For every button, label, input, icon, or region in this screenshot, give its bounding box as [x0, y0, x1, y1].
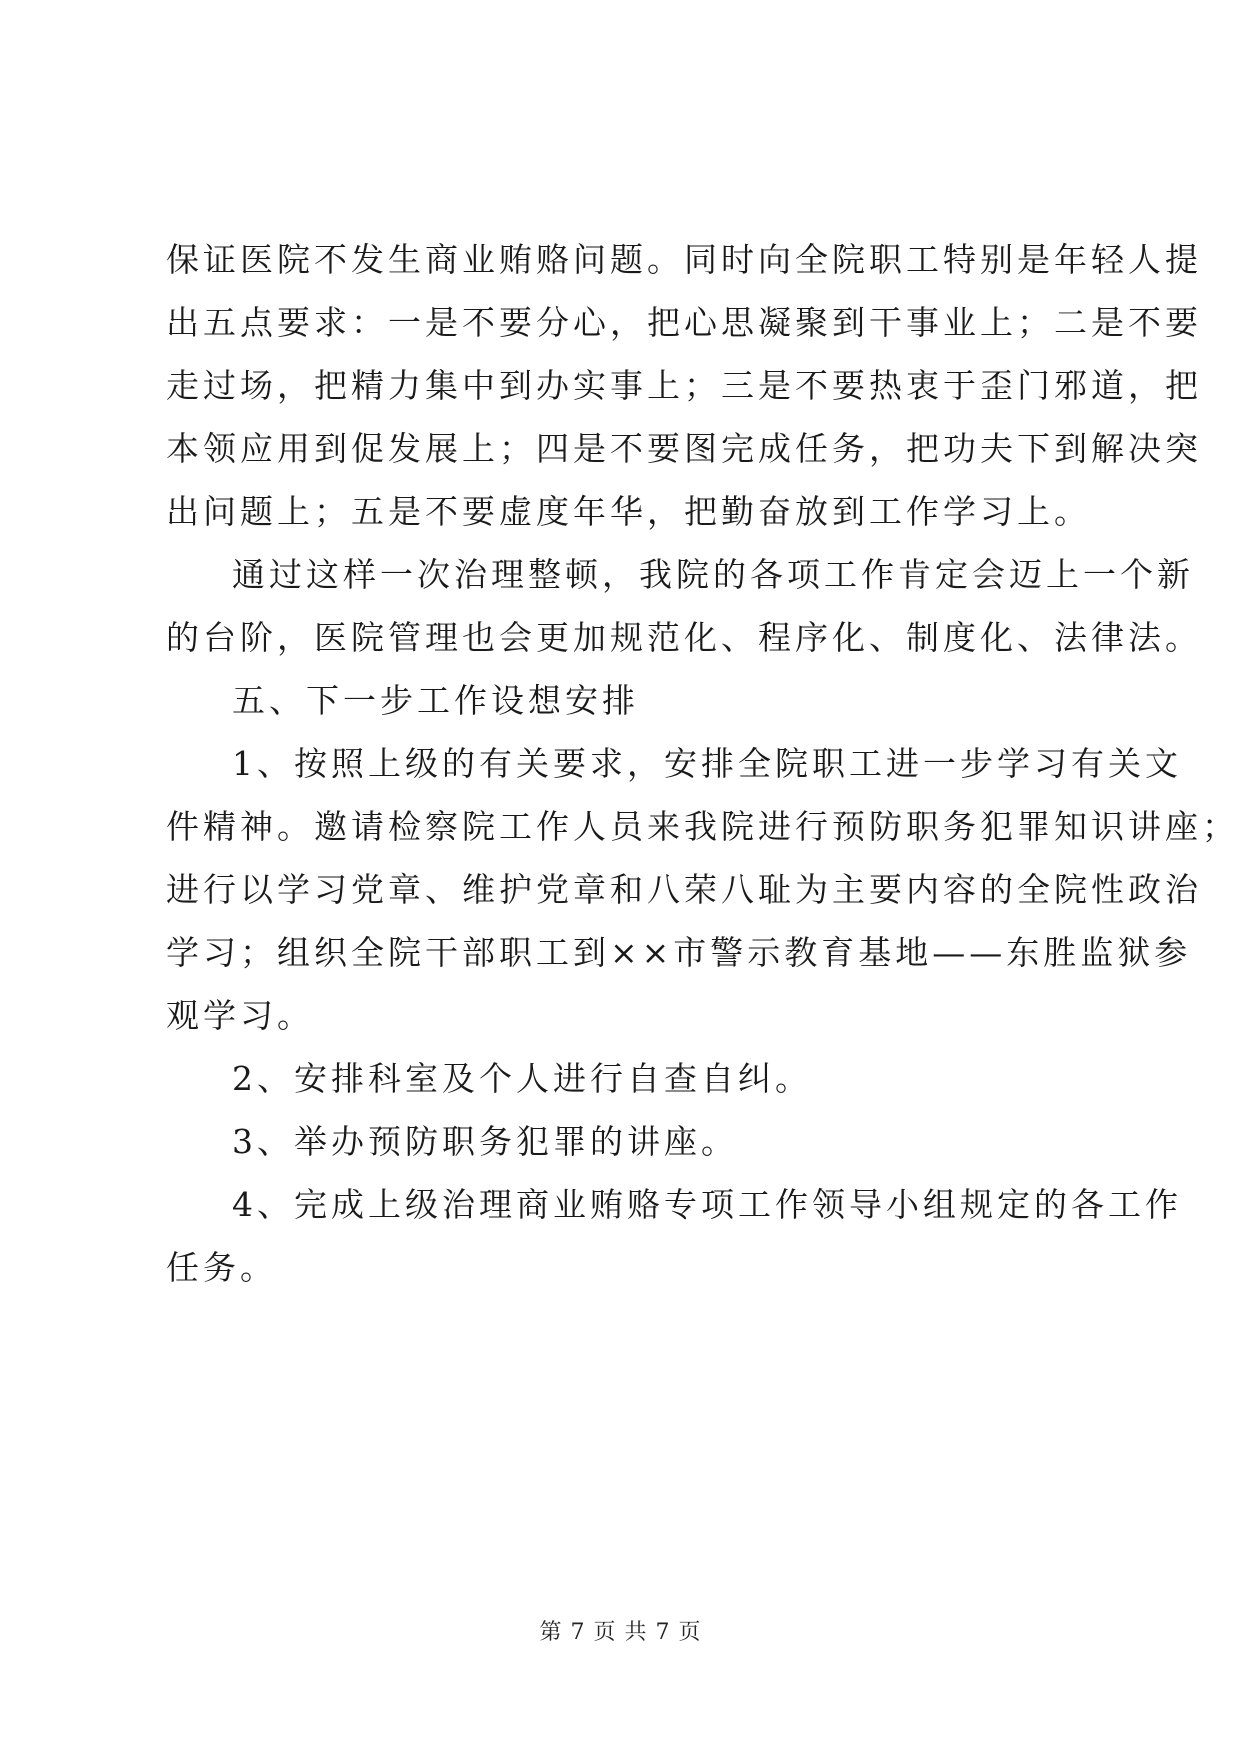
text-line: 4、完成上级治理商业贿赂专项工作领导小组规定的各工作 [232, 1185, 1182, 1224]
text-line: 2、安排科室及个人进行自查自纠。 [232, 1059, 812, 1098]
text-line: 本领应用到促发展上；四是不要图完成任务，把功夫下到解决突 [166, 429, 1202, 468]
text-line: 通过这样一次治理整顿，我院的各项工作肯定会迈上一个新 [232, 555, 1194, 594]
text-line: 保证医院不发生商业贿赂问题。同时向全院职工特别是年轻人提 [166, 240, 1202, 279]
text-line: 进行以学习党章、维护党章和八荣八耻为主要内容的全院性政治 [166, 870, 1202, 909]
document-body [166, 228, 1239, 1299]
text-line: 出问题上；五是不要虚度年华，把勤奋放到工作学习上。 [166, 492, 1091, 531]
text-line: 3、举办预防职务犯罪的讲座。 [232, 1122, 738, 1161]
text-line: 任务。 [166, 1248, 277, 1287]
text-line: 出五点要求：一是不要分心，把心思凝聚到干事业上；二是不要 [166, 303, 1202, 342]
page-footer: 第 7 页 共 7 页 [539, 1620, 702, 1645]
text-line: 走过场，把精力集中到办实事上；三是不要热衷于歪门邪道，把 [166, 366, 1202, 405]
text-line: 件精神。邀请检察院工作人员来我院进行预防职务犯罪知识讲座； [166, 807, 1239, 846]
text-line: 观学习。 [166, 996, 314, 1035]
text-line: 的台阶，医院管理也会更加规范化、程序化、制度化、法律法。 [166, 618, 1202, 657]
text-line: 学习；组织全院干部职工到××市警示教育基地——东胜监狱参 [166, 933, 1192, 972]
section-heading: 五、下一步工作设想安排 [232, 681, 639, 720]
text-line: 1、按照上级的有关要求，安排全院职工进一步学习有关文 [232, 744, 1182, 783]
